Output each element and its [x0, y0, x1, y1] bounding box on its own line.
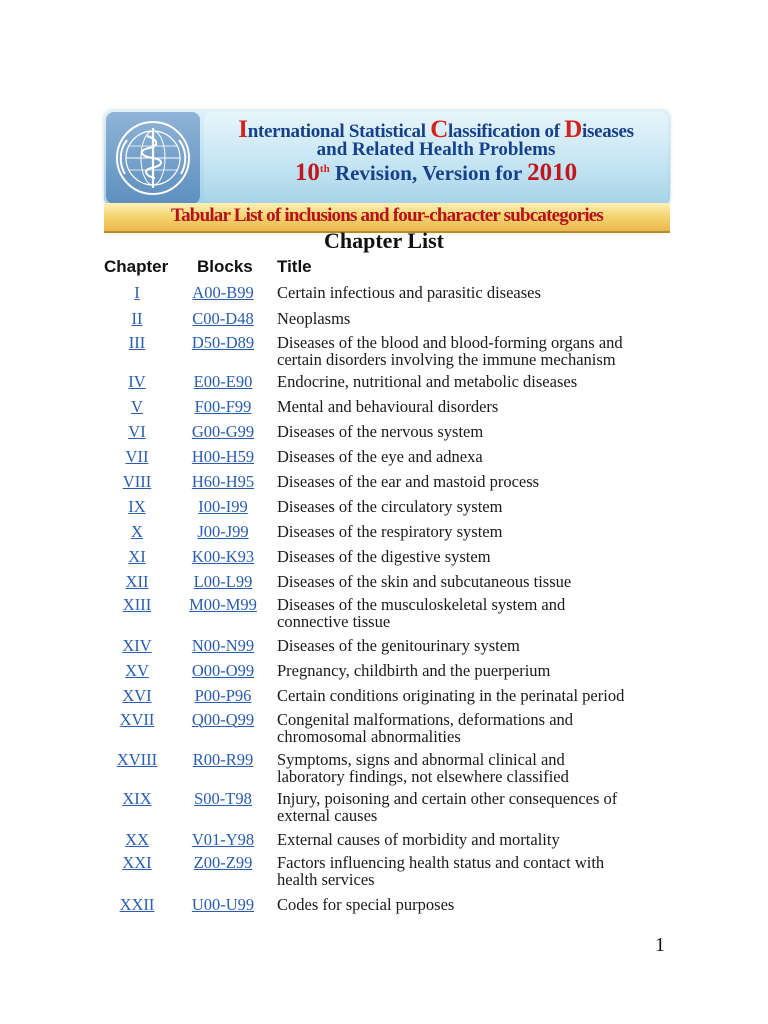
- chapter-title: [277, 498, 677, 515]
- chapter-title-line: health services: [277, 870, 375, 889]
- chapter-title-line: Congenital malformations, deformations and: [277, 710, 574, 729]
- chapter-title-line: Diseases of the skin and subcutaneous tissue: [277, 572, 572, 591]
- chapter-link[interactable]: XXII: [119, 895, 155, 914]
- subtitle-text: Tabular List of inclusions and four-character subcategories: [170, 205, 604, 226]
- blocks-link[interactable]: Q00-Q99: [191, 710, 255, 729]
- chapter-title-line: connective tissue: [277, 612, 391, 631]
- chapter-title-line: laboratory findings, not elsewhere classified: [277, 767, 569, 786]
- chapter-title: [277, 662, 677, 679]
- chapter-title-line: Diseases of the musculoskeletal system and: [277, 595, 566, 614]
- blocks-link[interactable]: D50-D89: [191, 333, 255, 352]
- chapter-title-line: external causes: [277, 806, 378, 825]
- blocks-link[interactable]: A00-B99: [192, 283, 254, 302]
- chapter-title-line: Injury, poisoning and certain other consequences of: [277, 789, 618, 808]
- blocks-link[interactable]: J00-J99: [197, 522, 249, 541]
- chapter-title-line: Certain conditions originating in the perinatal period: [277, 686, 625, 705]
- chapter-link[interactable]: VII: [125, 447, 149, 466]
- chapter-title: [277, 423, 677, 440]
- banner-title-line2: and Related Health Problems: [316, 139, 556, 160]
- page-number: 1: [655, 934, 665, 956]
- chapter-title-line: Diseases of the blood and blood-forming organs and: [277, 333, 623, 352]
- blocks-link[interactable]: L00-L99: [193, 572, 253, 591]
- chapter-title-line: Neoplasms: [277, 309, 351, 328]
- chapter-title-line: Codes for special purposes: [277, 895, 455, 914]
- blocks-link[interactable]: C00-D48: [192, 309, 254, 328]
- chapter-title: [277, 573, 677, 590]
- chapter-title-line: Diseases of the eye and adnexa: [277, 447, 483, 466]
- column-header-chapter: Chapter: [104, 257, 169, 276]
- blocks-link[interactable]: R00-R99: [192, 750, 254, 769]
- chapter-link[interactable]: XIV: [122, 636, 152, 655]
- banner-revision-line: 10th Revision, Version for 2010: [294, 159, 578, 186]
- chapter-title: [277, 637, 677, 654]
- chapter-link[interactable]: XIII: [122, 595, 152, 614]
- blocks-link[interactable]: I00-I99: [198, 497, 248, 516]
- chapter-title: [277, 284, 677, 301]
- blocks-link[interactable]: U00-U99: [191, 895, 255, 914]
- chapter-title-line: Factors influencing health status and contact with: [277, 853, 605, 872]
- chapter-title-line: Endocrine, nutritional and metabolic diseases: [277, 372, 578, 391]
- chapter-title-line: Diseases of the digestive system: [277, 547, 491, 566]
- chapter-link[interactable]: X: [131, 522, 143, 541]
- blocks-link[interactable]: M00-M99: [189, 595, 257, 614]
- chapter-title: [277, 790, 677, 824]
- chapter-link[interactable]: IV: [128, 372, 146, 391]
- chapter-link[interactable]: I: [134, 283, 140, 302]
- chapter-title: [277, 831, 677, 848]
- chapter-title-line: Diseases of the respiratory system: [277, 522, 503, 541]
- chapter-title: [277, 896, 677, 913]
- chapter-title: [277, 596, 677, 630]
- blocks-link[interactable]: O00-O99: [191, 661, 255, 680]
- column-header-title: Title: [277, 257, 312, 276]
- blocks-link[interactable]: V01-Y98: [191, 830, 255, 849]
- chapter-title: [277, 334, 677, 368]
- chapter-link[interactable]: VIII: [122, 472, 152, 491]
- chapter-title-line: Certain infectious and parasitic diseases: [277, 283, 541, 302]
- chapter-link[interactable]: XIX: [122, 789, 152, 808]
- chapter-link[interactable]: XVI: [122, 686, 152, 705]
- chapter-link[interactable]: XXI: [122, 853, 152, 872]
- chapter-title: [277, 751, 677, 785]
- chapter-title: [277, 548, 677, 565]
- chapter-title: [277, 523, 677, 540]
- blocks-link[interactable]: H00-H59: [191, 447, 255, 466]
- chapter-title-line: Diseases of the nervous system: [277, 422, 484, 441]
- blocks-link[interactable]: K00-K93: [191, 547, 255, 566]
- chapter-title-line: Pregnancy, childbirth and the puerperium: [277, 661, 551, 680]
- blocks-link[interactable]: E00-E90: [193, 372, 253, 391]
- chapter-title: [277, 373, 677, 390]
- chapter-title-line: certain disorders involving the immune mechanism: [277, 350, 616, 369]
- chapter-title: [277, 473, 677, 490]
- chapter-title-line: Mental and behavioural disorders: [277, 397, 499, 416]
- chapter-title: [277, 310, 677, 327]
- chapter-link[interactable]: XVIII: [116, 750, 158, 769]
- chapter-link[interactable]: XI: [128, 547, 146, 566]
- blocks-link[interactable]: N00-N99: [191, 636, 255, 655]
- chapter-link[interactable]: III: [128, 333, 146, 352]
- chapter-title: [277, 687, 677, 704]
- banner-title-line1: International Statistical Classification of Diseases: [238, 116, 634, 143]
- chapter-title: [277, 854, 677, 888]
- column-header-blocks: Blocks: [197, 257, 253, 276]
- chapter-link[interactable]: IX: [128, 497, 146, 516]
- chapter-title: [277, 448, 677, 465]
- chapter-title-line: Diseases of the ear and mastoid process: [277, 472, 540, 491]
- chapter-link[interactable]: XX: [125, 830, 149, 849]
- chapter-link[interactable]: XV: [125, 661, 149, 680]
- blocks-link[interactable]: H60-H95: [191, 472, 255, 491]
- chapter-title: [277, 711, 677, 745]
- chapter-link[interactable]: V: [131, 397, 143, 416]
- chapter-title: [277, 398, 677, 415]
- chapter-title-line: Symptoms, signs and abnormal clinical and: [277, 750, 565, 769]
- chapter-title-line: chromosomal abnormalities: [277, 727, 461, 746]
- chapter-link[interactable]: XVII: [119, 710, 155, 729]
- blocks-link[interactable]: G00-G99: [191, 422, 255, 441]
- chapter-link[interactable]: VI: [128, 422, 146, 441]
- chapter-link[interactable]: XII: [125, 572, 149, 591]
- blocks-link[interactable]: S00-T98: [194, 789, 252, 808]
- blocks-link[interactable]: P00-P96: [194, 686, 252, 705]
- chapter-title-line: Diseases of the genitourinary system: [277, 636, 520, 655]
- blocks-link[interactable]: Z00-Z99: [193, 853, 253, 872]
- chapter-title-line: Diseases of the circulatory system: [277, 497, 503, 516]
- blocks-link[interactable]: F00-F99: [194, 397, 252, 416]
- chapter-title-line: External causes of morbidity and mortality: [277, 830, 560, 849]
- chapter-link[interactable]: II: [131, 309, 143, 328]
- page-title: Chapter List: [324, 228, 444, 253]
